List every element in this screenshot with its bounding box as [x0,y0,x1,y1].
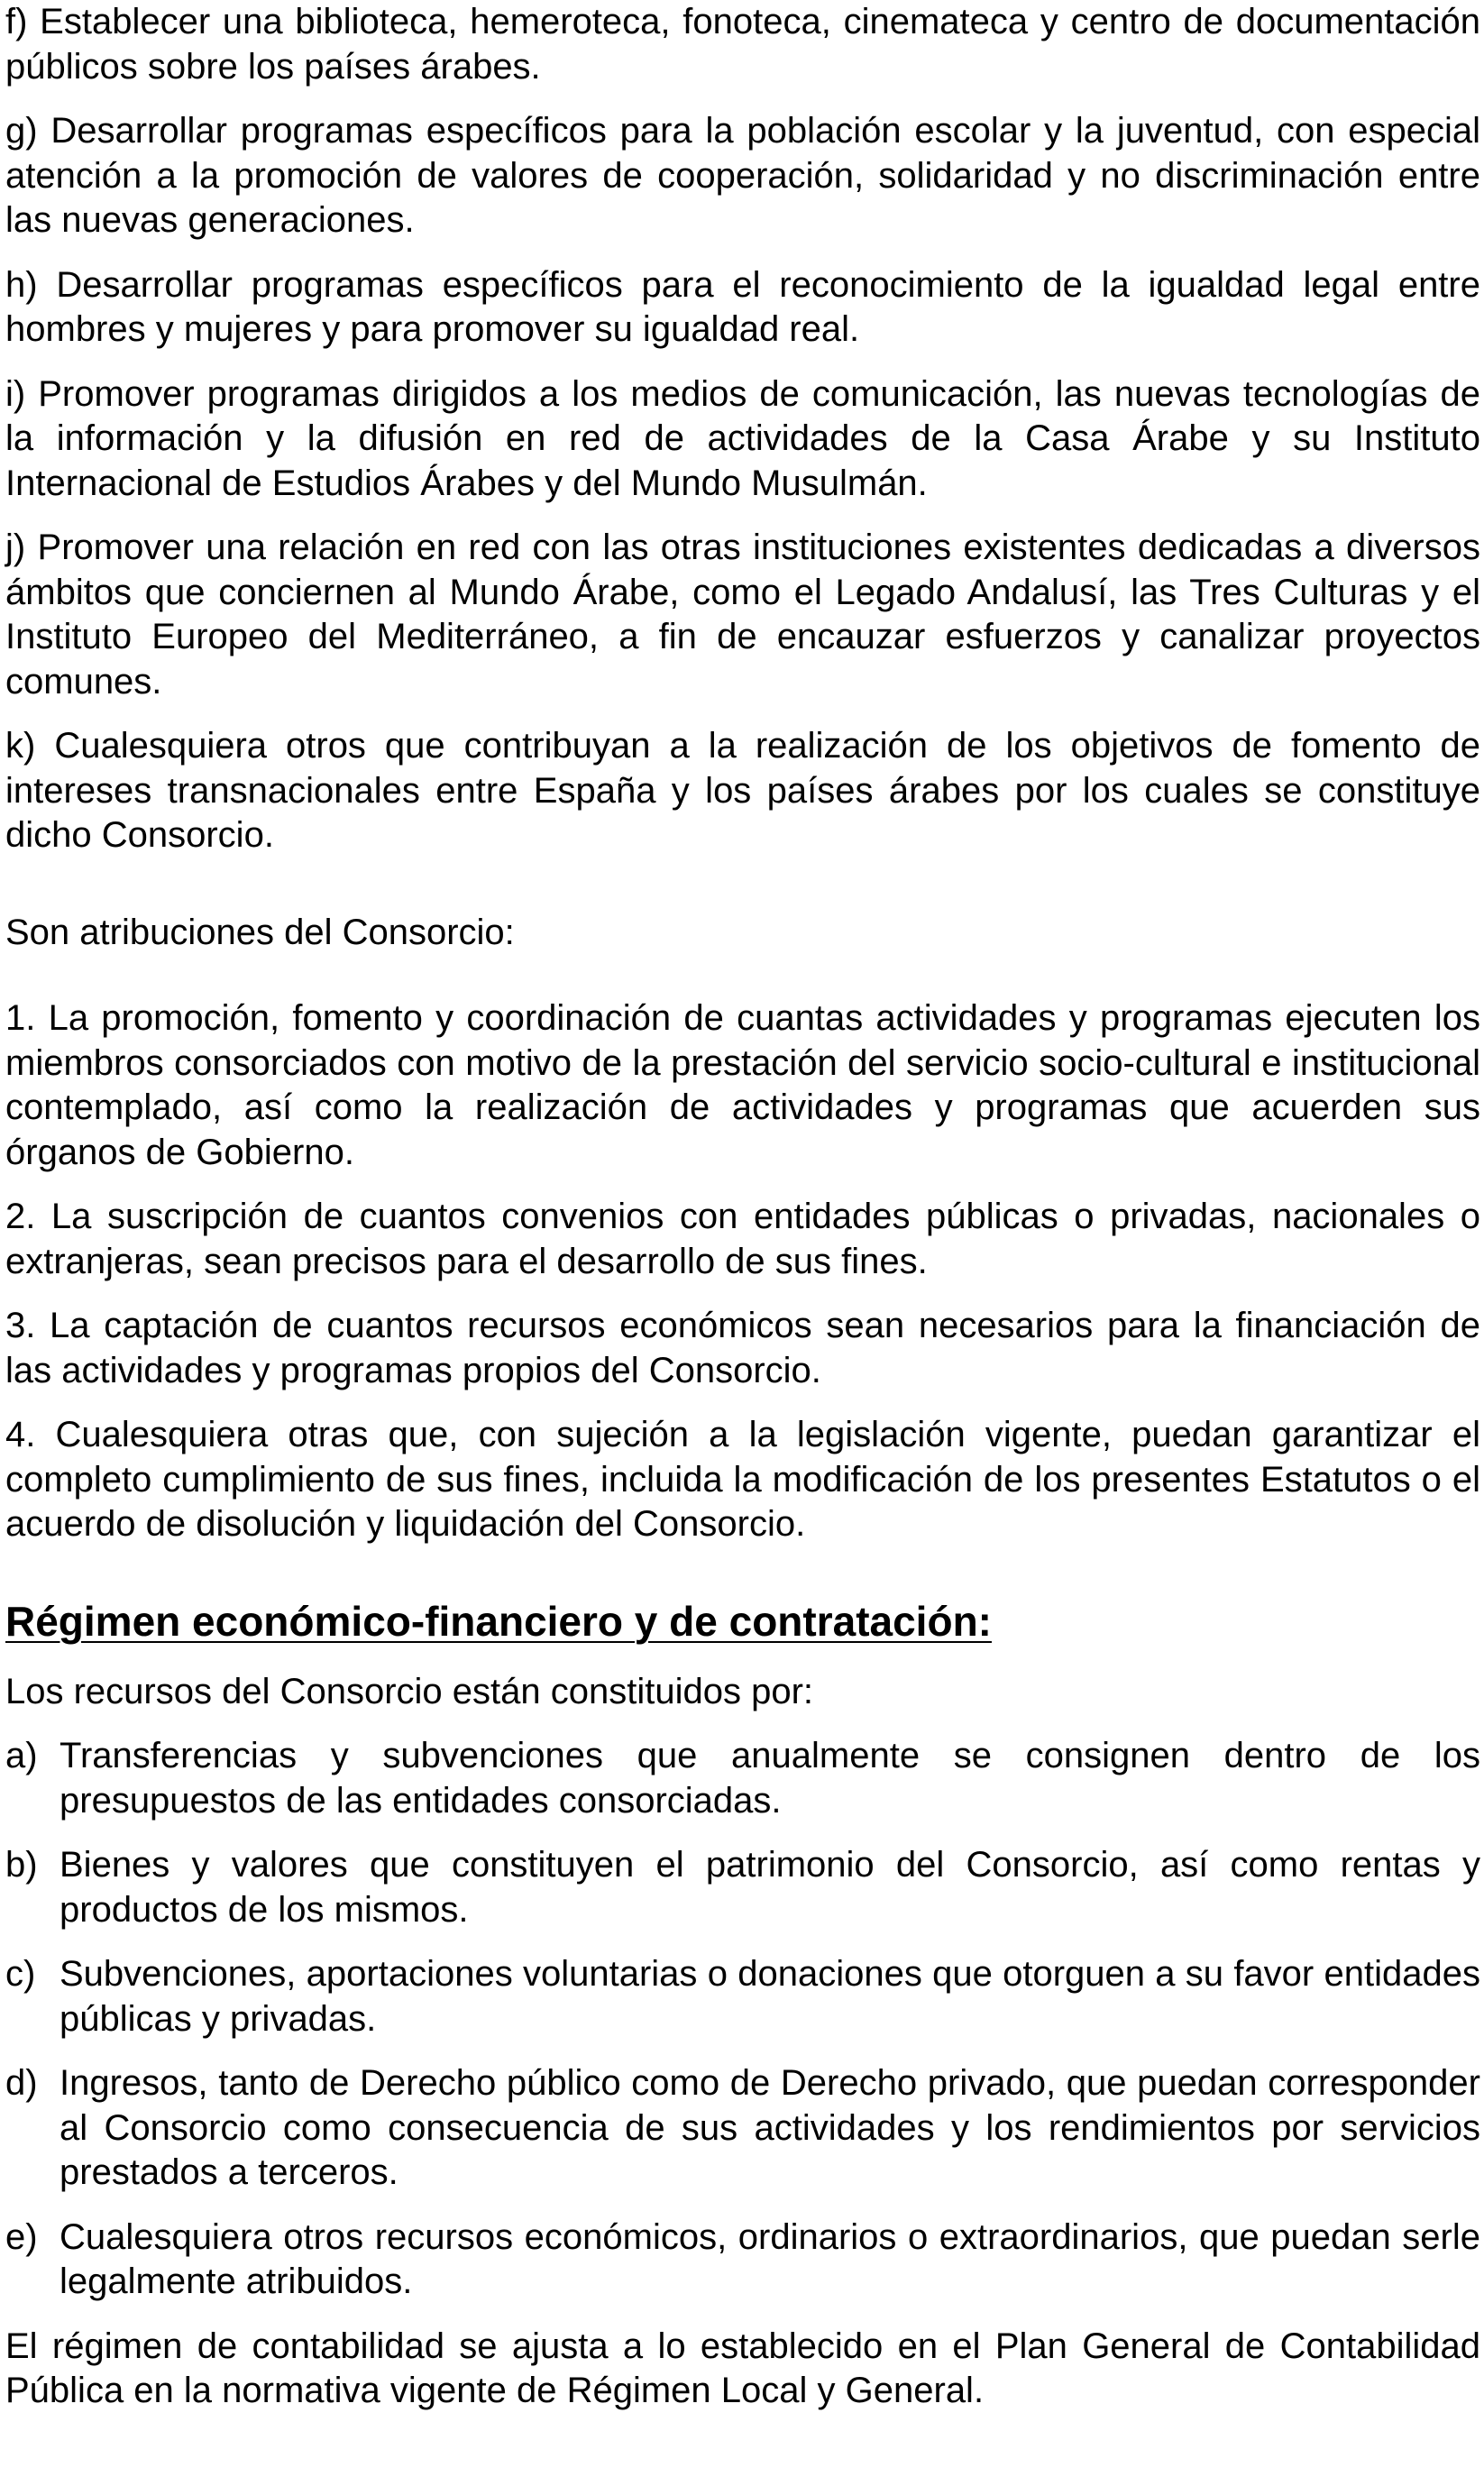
atribuciones-intro: Son atribuciones del Consorcio: [5,912,515,952]
atribucion-item-3: 3. La captación de cuantos recursos económicos sean necesarios para la financiación de las actividades y programas propios del Consorcio. [5,1306,1480,1390]
list-item-text: Bienes y valores que constituyen el patrimonio del Consorcio, así como rentas y productos de los mismos. [60,1845,1480,1930]
list-marker: a) [5,1736,38,1775]
document-page [5,0,1480,2434]
paragraph-item-k: k) Cualesquiera otros que contribuyan a la realización de los objetivos de fomento de intereses transnacionales entre España y los países árabes por los cuales se constituye dicho Consorcio. [5,726,1480,855]
list-item-text: Transferencias y subvenciones que anualmente se consignen dentro de los presupuestos de las entidades consorciadas. [60,1736,1480,1821]
list-item-e [5,2216,1480,2305]
section-heading [5,1594,1480,1648]
list-marker: d) [5,2063,38,2103]
list-marker: b) [5,1845,38,1885]
list-marker: c) [5,1954,36,1994]
list-item-b [5,1843,1480,1932]
paragraph-item-h: h) Desarrollar programas específicos para el reconocimiento de la igualdad legal entre hombres y mujeres y para promover su igualdad real. [5,264,1480,349]
recursos-list [5,1734,1480,2305]
list-item-a [5,1734,1480,1823]
atribucion-item-2: 2. La suscripción de cuantos convenios con entidades públicas o privadas, nacionales o extranjeras, sean precisos para el desarrollo de sus fines. [5,1197,1480,1281]
paragraph-item-i: i) Promover programas dirigidos a los medios de comunicación, las nuevas tecnologías de la información y la difusión en red de actividades de la Casa Árabe y su Instituto Internacional de Estudios Árabes y del Mundo Musulmán. [5,373,1480,503]
list-item-text: Subvenciones, aportaciones voluntarias o donaciones que otorguen a su favor entidades públicas y privadas. [60,1954,1480,2039]
list-item-c [5,1952,1480,2041]
paragraph-item-f: f) Establecer una biblioteca, hemeroteca, fonoteca, cinemateca y centro de documentación públicos sobre los países árabes. [5,2,1480,87]
list-item-text: Ingresos, tanto de Derecho público como de Derecho privado, que puedan corresponder al Consorcio como consecuencia de sus actividades y los rendimientos por servicios prestados a terceros. [60,2063,1480,2192]
section-heading-text: Régimen económico-financiero y de contratación: [5,1597,992,1645]
list-marker: e) [5,2216,38,2257]
paragraph-item-j: j) Promover una relación en red con las otras instituciones existentes dedicadas a diversos ámbitos que conciernen al Mundo Árabe, como el Legado Andalusí, las Tres Culturas y el Instituto Europeo del Mediterráneo, a fin de encauzar esfuerzos y canalizar proyectos comunes. [5,528,1480,702]
atribucion-item-1: 1. La promoción, fomento y coordinación de cuantas actividades y programas ejecuten los miembros consorciados con motivo de la prestación del servicio socio-cultural e institucional contemplado, así como la realización de actividades y programas que acuerden sus órganos de Gobierno. [5,998,1480,1172]
list-item-d [5,2061,1480,2196]
recursos-intro: Los recursos del Consorcio están constituidos por: [5,1671,814,1711]
atribucion-item-4: 4. Cualesquiera otras que, con sujeción a la legislación vigente, puedan garantizar el completo cumplimiento de sus fines, incluida la modificación de los presentes Estatutos o el acuerdo de disolución y liquidación del Consorcio. [5,1415,1480,1544]
list-item-text: Cualesquiera otros recursos económicos, ordinarios o extraordinarios, que puedan serle legalmente atribuidos. [60,2216,1480,2301]
contabilidad-paragraph: El régimen de contabilidad se ajusta a lo establecido en el Plan General de Contabilidad Pública en la normativa vigente de Régimen Local y General. [5,2326,1480,2410]
paragraph-item-g: g) Desarrollar programas específicos para la población escolar y la juventud, con especial atención a la promoción de valores de cooperación, solidaridad y no discriminación entre las nuevas generaciones. [5,111,1480,240]
